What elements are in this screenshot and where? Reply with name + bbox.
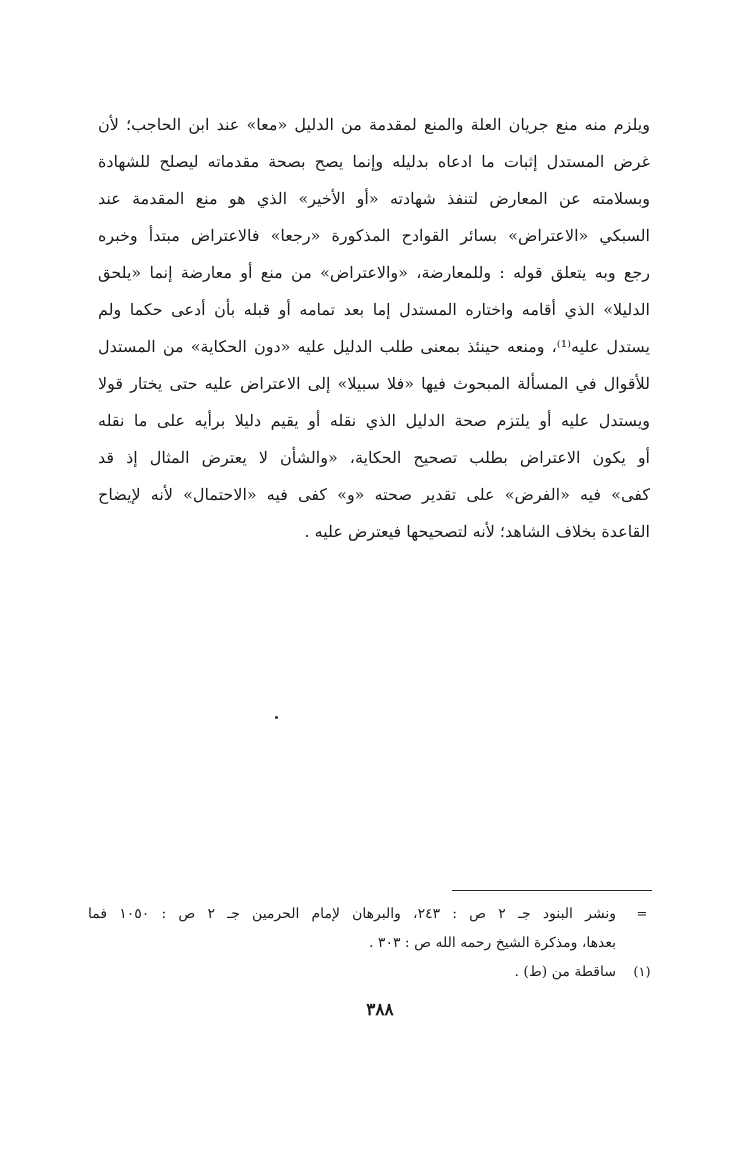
- footnote-line: [88, 958, 668, 987]
- text-line-12: القاعدة بخلاف الشاهد؛ لأنه لتصحيحها فيعترض عليه .: [304, 522, 650, 541]
- footnote-text: بعدها، ومذكرة الشيخ رحمه الله ص : ٣٠٣ .: [369, 935, 616, 951]
- main-text-block: [98, 106, 650, 550]
- text-line-9: ويستدل عليه أو يلتزم صحة الدليل الذي نقله أو يقيم دليلا برأيه على ما نقله: [98, 411, 650, 430]
- footnote-line: [88, 900, 668, 929]
- footnote-separator: [452, 890, 652, 891]
- footnote-continuation-marker: =: [636, 907, 648, 922]
- text-line-4: السبكي «الاعتراض» بسائر القوادح المذكورة «رجعا» فالاعتراض مبتدأ وخبره: [98, 226, 650, 245]
- scan-speck: [275, 716, 278, 719]
- text-line-10: أو يكون الاعتراض بطلب تصحيح الحكاية، «والشأن لا يعترض المثال إذ قد: [98, 448, 650, 467]
- text-line-7: يستدل عليه⁽¹⁾، ومنعه حينئذ بمعنى طلب الدليل عليه «دون الحكاية» من المستدل: [98, 337, 650, 356]
- text-line-2: غرض المستدل إثبات ما ادعاه بدليله وإنما يصح بصحة مقدماته ليصلح للشهادة: [98, 152, 650, 171]
- text-line-5: رجع وبه يتعلق قوله : وللمعارضة، «والاعتراض» من منع أو معارضة إنما «يلحق: [98, 263, 650, 282]
- footnote-text: ساقطة من (ط) .: [514, 964, 616, 980]
- footnote-number-marker: (١): [633, 965, 651, 980]
- page-number: ٣٨٨: [366, 1000, 394, 1020]
- footnotes-block: [88, 900, 668, 987]
- footnote-text: ونشر البنود جـ ٢ ص : ٢٤٣، والبرهان لإمام الحرمين جـ ٢ ص : ١٠٥٠ فما: [88, 906, 616, 922]
- text-line-6: الدليلا» الذي أقامه واختاره المستدل إما بعد تمامه أو قبله بأن أدعى حكما ولم: [98, 300, 650, 319]
- footnote-line: [88, 929, 668, 958]
- text-line-1: ويلزم منه منع جريان العلة والمنع لمقدمة من الدليل «معا» عند ابن الحاجب؛ لأن: [98, 115, 650, 134]
- text-line-8: للأقوال في المسألة المبحوث فيها «فلا سبيلا» إلى الاعتراض عليه حتى يختار قولا: [98, 374, 650, 393]
- text-line-3: وبسلامته عن المعارض لتنفذ شهادته «أو الأخير» الذي هو منع المقدمة عند: [98, 189, 650, 208]
- text-line-11: كفى» فيه «الفرض» على تقدير صحته «و» كفى فيه «الاحتمال» لأنه لإيضاح: [98, 485, 650, 504]
